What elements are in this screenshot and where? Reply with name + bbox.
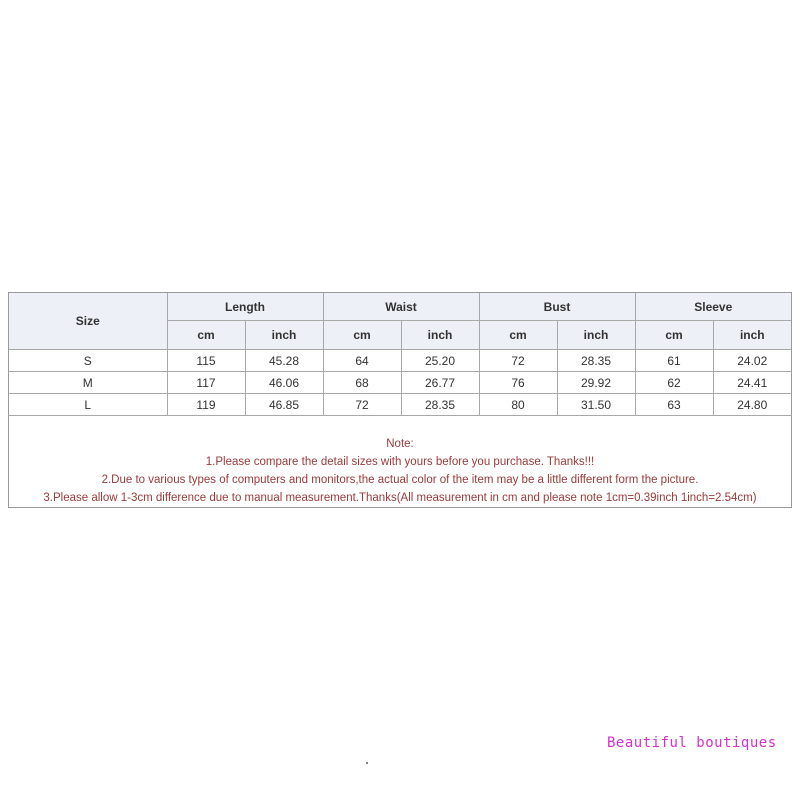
size-chart (8, 292, 792, 508)
bust-inch-header: inch (557, 321, 635, 350)
table-cell: 72 (323, 394, 401, 416)
table-cell: 24.80 (713, 394, 791, 416)
notes-section (9, 435, 791, 507)
size-table (9, 293, 791, 416)
table-cell: 29.92 (557, 372, 635, 394)
table-cell: 117 (167, 372, 245, 394)
waist-cm-header: cm (323, 321, 401, 350)
table-cell: 46.85 (245, 394, 323, 416)
table-cell: 115 (167, 350, 245, 372)
table-cell: 62 (635, 372, 713, 394)
table-cell: 63 (635, 394, 713, 416)
table-cell: 72 (479, 350, 557, 372)
table-cell: 24.41 (713, 372, 791, 394)
size-cell: L (9, 394, 167, 416)
note-line-3: 3.Please allow 1-3cm difference due to manual measurement.Thanks(All measurement in cm and please note 1cm=0.39inch 1inch=2.54cm) (43, 492, 757, 504)
table-cell: 46.06 (245, 372, 323, 394)
sleeve-inch-header: inch (713, 321, 791, 350)
sleeve-cm-header: cm (635, 321, 713, 350)
length-inch-header: inch (245, 321, 323, 350)
table-cell: 64 (323, 350, 401, 372)
table-cell: 80 (479, 394, 557, 416)
table-cell: 61 (635, 350, 713, 372)
sleeve-header: Sleeve (635, 293, 791, 321)
bust-cm-header: cm (479, 321, 557, 350)
table-cell: 28.35 (401, 394, 479, 416)
table-cell: 25.20 (401, 350, 479, 372)
note-line-1: 1.Please compare the detail sizes with yours before you purchase. Thanks!!! (205, 456, 595, 468)
note-line-2: 2.Due to various types of computers and monitors,the actual color of the item may be a little different form the picture. (101, 474, 699, 486)
table-cell: 119 (167, 394, 245, 416)
bust-header: Bust (479, 293, 635, 321)
waist-inch-header: inch (401, 321, 479, 350)
table-cell: 31.50 (557, 394, 635, 416)
shop-watermark: Beautiful boutiques (607, 735, 777, 751)
size-cell: M (9, 372, 167, 394)
table-row (9, 350, 791, 372)
size-header: Size (9, 293, 167, 350)
table-cell: 24.02 (713, 350, 791, 372)
waist-header: Waist (323, 293, 479, 321)
table-row (9, 372, 791, 394)
length-cm-header: cm (167, 321, 245, 350)
stray-dot (366, 762, 368, 764)
table-cell: 26.77 (401, 372, 479, 394)
length-header: Length (167, 293, 323, 321)
table-cell: 76 (479, 372, 557, 394)
table-cell: 28.35 (557, 350, 635, 372)
table-cell: 45.28 (245, 350, 323, 372)
note-title: Note: (386, 438, 414, 450)
table-row (9, 394, 791, 416)
size-cell: S (9, 350, 167, 372)
table-cell: 68 (323, 372, 401, 394)
